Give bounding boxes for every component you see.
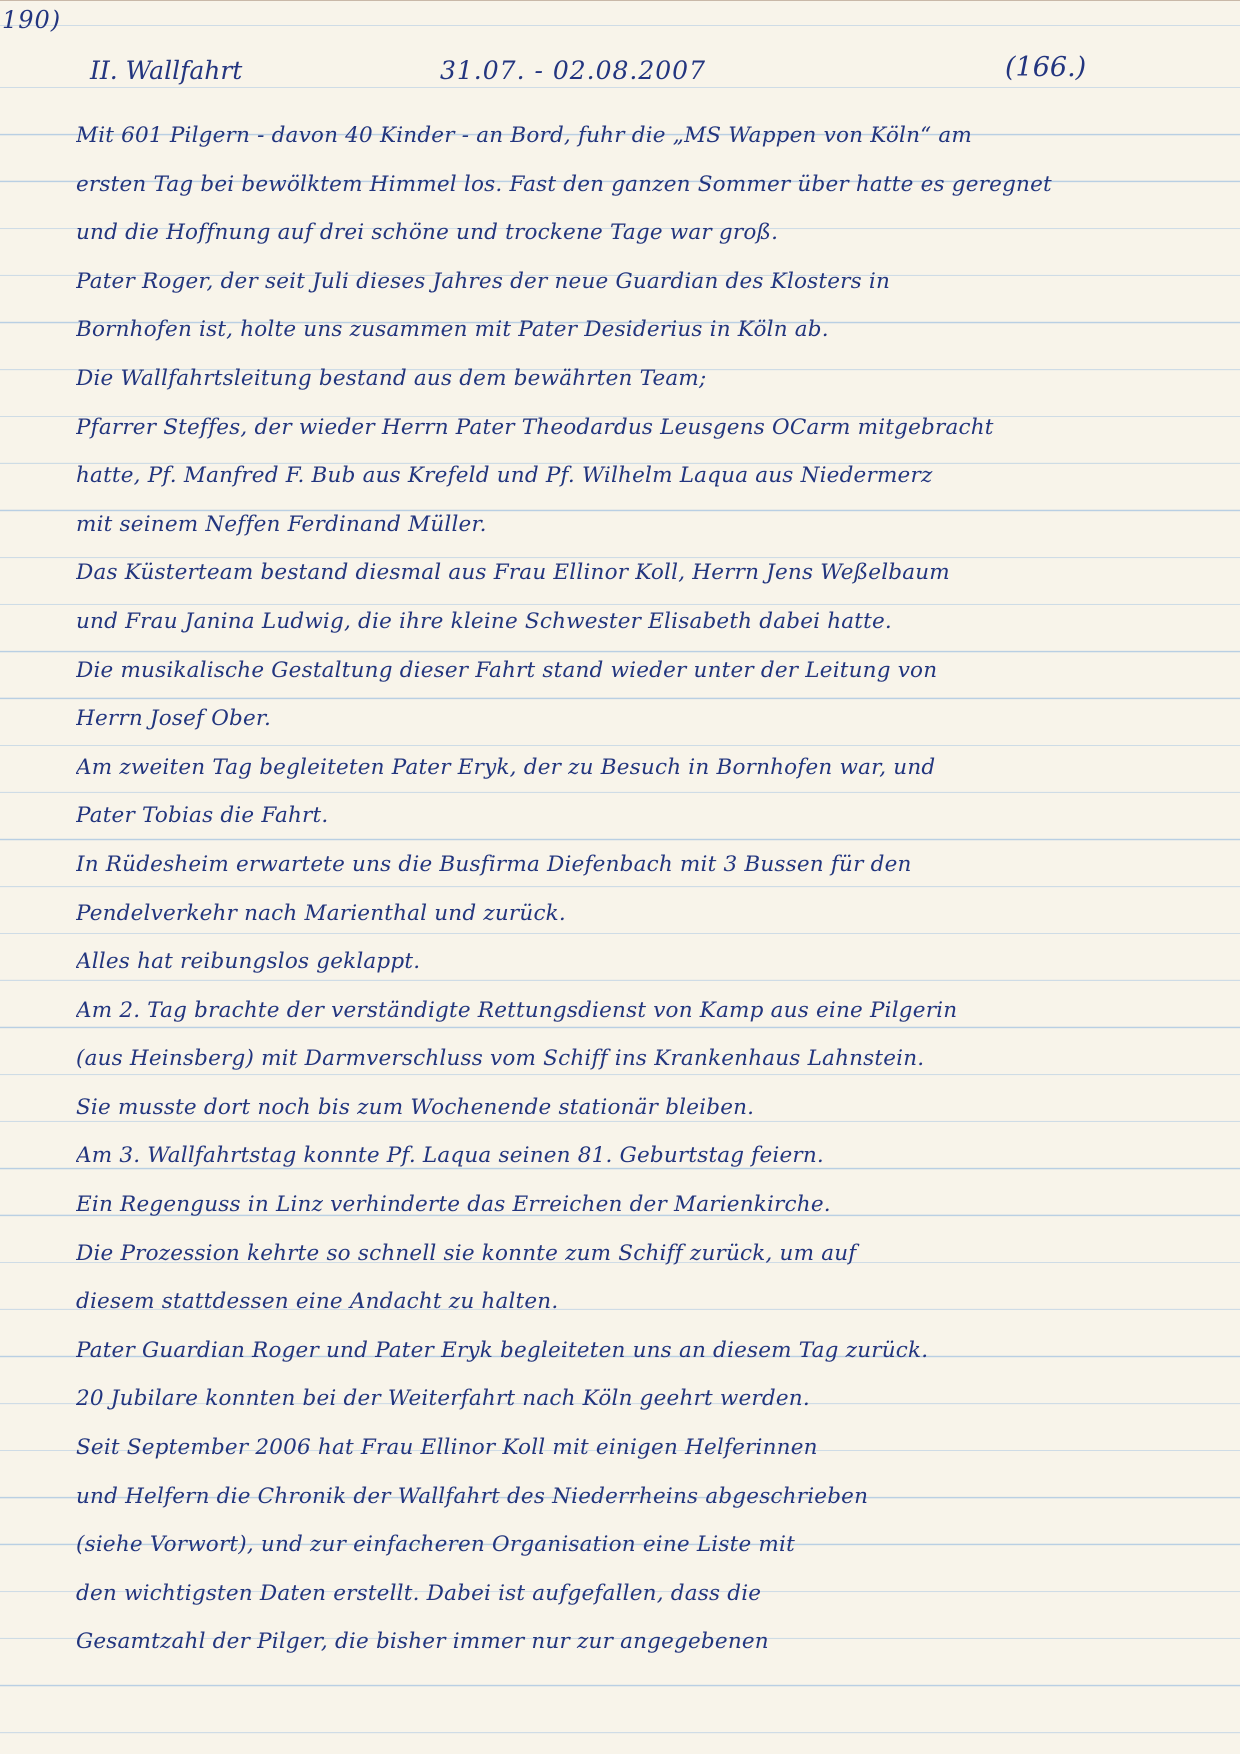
text-line: Sie musste dort noch bis zum Wochenende stationär bleiben.: [76, 1094, 755, 1120]
text-line: Pendelverkehr nach Marienthal und zurück.: [76, 900, 566, 926]
text-line: Mit 601 Pilgern - davon 40 Kinder - an Bord, fuhr die „MS Wappen von Köln“ am: [76, 123, 972, 148]
heading-reference: (166.): [1005, 52, 1087, 83]
text-line: Pater Guardian Roger und Pater Eryk begleiteten uns an diesem Tag zurück.: [76, 1337, 929, 1363]
text-line: In Rüdesheim erwartete uns die Busfirma Diefenbach mit 3 Bussen für den: [76, 851, 912, 877]
text-line: Das Küsterteam bestand diesmal aus Frau Ellinor Koll, Herrn Jens Weßelbaum: [76, 560, 950, 586]
text-line: Am zweiten Tag begleiteten Pater Eryk, der zu Besuch in Bornhofen war, und: [76, 754, 936, 780]
text-line: Alles hat reibungslos geklappt.: [76, 949, 421, 975]
text-line: Gesamtzahl der Pilger, die bisher immer nur zur angegebenen: [76, 1629, 769, 1655]
text-line: Seit September 2006 hat Frau Ellinor Koll mit einigen Helferinnen: [76, 1435, 818, 1461]
text-line: 20 Jubilare konnten bei der Weiterfahrt nach Köln geehrt werden.: [76, 1386, 810, 1412]
text-line: und Helfern die Chronik der Wallfahrt des Niederrheins abgeschrieben: [76, 1483, 869, 1509]
text-line: Am 3. Wallfahrtstag konnte Pf. Laqua seinen 81. Geburtstag feiern.: [76, 1143, 824, 1169]
page-number: 190): [2, 6, 62, 34]
text-line: Pfarrer Steffes, der wieder Herrn Pater Theodardus Leusgens OCarm mitgebracht: [76, 414, 994, 440]
entry-heading: [0, 52, 1240, 92]
heading-dates: 31.07. - 02.08.2007: [440, 56, 706, 85]
heading-title: II. Wallfahrt: [90, 56, 243, 85]
text-line: mit seinem Neffen Ferdinand Müller.: [76, 511, 487, 537]
text-line: (aus Heinsberg) mit Darmverschluss vom Schiff ins Krankenhaus Lahnstein.: [76, 1046, 925, 1072]
text-line: Die Prozession kehrte so schnell sie konnte zum Schiff zurück, um auf: [76, 1240, 857, 1266]
text-line: Herrn Josef Ober.: [76, 706, 272, 732]
text-line: Pater Roger, der seit Juli dieses Jahres der neue Guardian des Klosters in: [76, 268, 891, 294]
text-line: und Frau Janina Ludwig, die ihre kleine Schwester Elisabeth dabei hatte.: [76, 608, 892, 634]
text-line: (siehe Vorwort), und zur einfacheren Organisation eine Liste mit: [76, 1532, 795, 1558]
text-line: diesem stattdessen eine Andacht zu halten.: [76, 1289, 559, 1315]
text-line: Ein Regenguss in Linz verhinderte das Erreichen der Marienkirche.: [76, 1192, 831, 1218]
text-line: Die Wallfahrtsleitung bestand aus dem bewährten Team;: [76, 365, 707, 391]
text-line: ersten Tag bei bewölktem Himmel los. Fast den ganzen Sommer über hatte es geregnet: [76, 171, 1052, 197]
text-line: Am 2. Tag brachte der verständigte Rettungsdienst von Kamp aus eine Pilgerin: [76, 997, 958, 1023]
text-line: den wichtigsten Daten erstellt. Dabei ist aufgefallen, dass die: [76, 1580, 762, 1606]
text-line: Bornhofen ist, holte uns zusammen mit Pater Desiderius in Köln ab.: [76, 317, 829, 343]
text-line: hatte, Pf. Manfred F. Bub aus Krefeld und Pf. Wilhelm Laqua aus Niedermerz: [76, 463, 933, 489]
text-line: Pater Tobias die Fahrt.: [76, 803, 329, 829]
handwritten-text: [76, 112, 1206, 1667]
text-line: Die musikalische Gestaltung dieser Fahrt stand wieder unter der Leitung von: [76, 657, 938, 683]
text-line: und die Hoffnung auf drei schöne und trockene Tage war groß.: [76, 220, 779, 246]
